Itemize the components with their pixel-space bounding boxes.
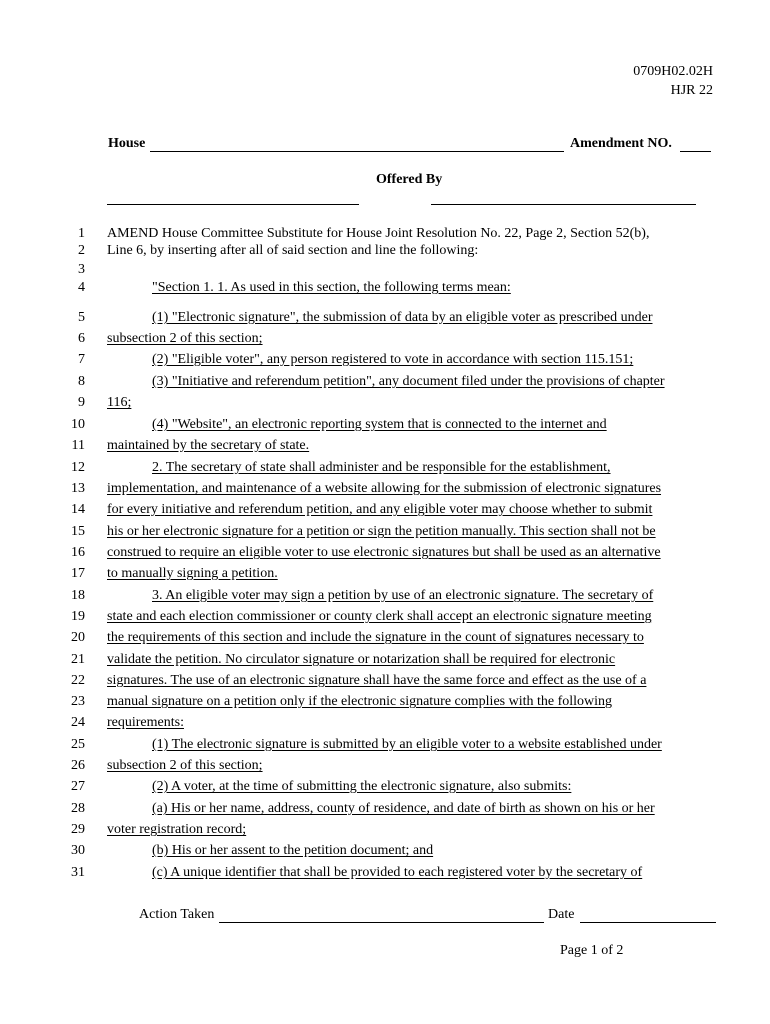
line-number: 6 <box>78 331 85 346</box>
line-number: 16 <box>71 545 85 560</box>
line-number: 25 <box>71 737 85 752</box>
line-number: 9 <box>78 395 85 410</box>
amendment-line-text: Line 6, by inserting after all of said section and line the following: <box>107 243 479 258</box>
line-number: 3 <box>78 262 85 277</box>
line-number: 18 <box>71 588 85 603</box>
line-number: 29 <box>71 822 85 837</box>
document-code: 0709H02.02H <box>633 64 713 79</box>
action-taken-line <box>219 922 544 923</box>
amendment-line-text: AMEND House Committee Substitute for House Joint Resolution No. 22, Page 2, Section 52(b), <box>107 226 650 241</box>
line-number: 22 <box>71 673 85 688</box>
line-number: 2 <box>78 243 85 258</box>
line-number: 31 <box>71 865 85 880</box>
line-number: 23 <box>71 694 85 709</box>
resolution-number: HJR 22 <box>670 83 713 98</box>
amendment-number-blank <box>680 151 711 152</box>
amendment-line-text: maintained by the secretary of state. <box>107 438 310 453</box>
amendment-line-text: subsection 2 of this section; <box>107 758 263 773</box>
amendment-line-text: signatures. The use of an electronic signature shall have the same force and effect as the use of a <box>107 673 647 688</box>
amendment-line-text: requirements: <box>107 715 184 730</box>
amendment-line-text: subsection 2 of this section; <box>107 331 263 346</box>
amendment-line-text: state and each election commissioner or county clerk shall accept an electronic signature meeting <box>107 609 652 624</box>
amendment-line-text: (2) "Eligible voter", any person registered to vote in accordance with section 115.151; <box>152 352 634 367</box>
page-number: Page 1 of 2 <box>560 943 624 958</box>
amendment-line-text: validate the petition. No circulator signature or notarization shall be required for electronic <box>107 652 616 667</box>
line-number: 15 <box>71 524 85 539</box>
amendment-line-text: "Section 1. 1. As used in this section, the following terms mean: <box>152 280 511 295</box>
amendment-line-text: (2) A voter, at the time of submitting the electronic signature, also submits: <box>152 779 572 794</box>
amendment-line-text: (1) "Electronic signature", the submission of data by an eligible voter as prescribed under <box>152 310 653 325</box>
amendment-line-text: (3) "Initiative and referendum petition", any document filed under the provisions of chapter <box>152 374 665 389</box>
amendment-line-text: voter registration record; <box>107 822 247 837</box>
amendment-line-text: for every initiative and referendum petition, and any eligible voter may choose whether to submit <box>107 502 653 517</box>
line-number: 1 <box>78 226 85 241</box>
line-number: 30 <box>71 843 85 858</box>
line-number: 21 <box>71 652 85 667</box>
line-number: 7 <box>78 352 85 367</box>
amendment-line-text: (b) His or her assent to the petition document; and <box>152 843 434 858</box>
offered-by-line-left <box>107 204 359 205</box>
amendment-line-text: his or her electronic signature for a petition or sign the petition manually. This section shall not be <box>107 524 656 539</box>
amendment-line-text: construed to require an eligible voter to use electronic signatures but shall be used as an alternative <box>107 545 661 560</box>
amendment-line-text: (4) "Website", an electronic reporting system that is connected to the internet and <box>152 417 607 432</box>
house-blank-line <box>150 151 564 152</box>
date-label: Date <box>548 907 575 922</box>
line-number: 20 <box>71 630 85 645</box>
line-number: 10 <box>71 417 85 432</box>
amendment-line-text: to manually signing a petition. <box>107 566 278 581</box>
date-line <box>580 922 716 923</box>
amendment-line-text: the requirements of this section and include the signature in the count of signatures necessary to <box>107 630 644 645</box>
line-number: 26 <box>71 758 85 773</box>
house-label: House <box>108 136 146 151</box>
amendment-line-text: 3. An eligible voter may sign a petition by use of an electronic signature. The secretary of <box>152 588 654 603</box>
amendment-line-text: (a) His or her name, address, county of residence, and date of birth as shown on his or her <box>152 801 655 816</box>
amendment-line-text: manual signature on a petition only if the electronic signature complies with the following <box>107 694 613 709</box>
amendment-line-text: (1) The electronic signature is submitted by an eligible voter to a website established under <box>152 737 662 752</box>
amendment-label: Amendment NO. <box>570 136 672 151</box>
offered-by-label: Offered By <box>376 172 443 187</box>
amendment-line-text: 2. The secretary of state shall administer and be responsible for the establishment, <box>152 460 611 475</box>
amendment-line-text: 116; <box>107 395 132 410</box>
line-number: 24 <box>71 715 85 730</box>
line-number: 12 <box>71 460 85 475</box>
line-number: 19 <box>71 609 85 624</box>
amendment-line-text: (c) A unique identifier that shall be provided to each registered voter by the secretary of <box>152 865 643 880</box>
offered-by-line-right <box>431 204 696 205</box>
line-number: 4 <box>78 280 85 295</box>
line-number: 11 <box>71 438 85 453</box>
line-number: 5 <box>78 310 85 325</box>
line-number: 14 <box>71 502 85 517</box>
amendment-line-text: implementation, and maintenance of a website allowing for the submission of electronic signatures <box>107 481 662 496</box>
line-number: 27 <box>71 779 85 794</box>
action-taken-label: Action Taken <box>139 907 215 922</box>
line-number: 13 <box>71 481 85 496</box>
line-number: 28 <box>71 801 85 816</box>
line-number: 17 <box>71 566 85 581</box>
line-number: 8 <box>78 374 85 389</box>
